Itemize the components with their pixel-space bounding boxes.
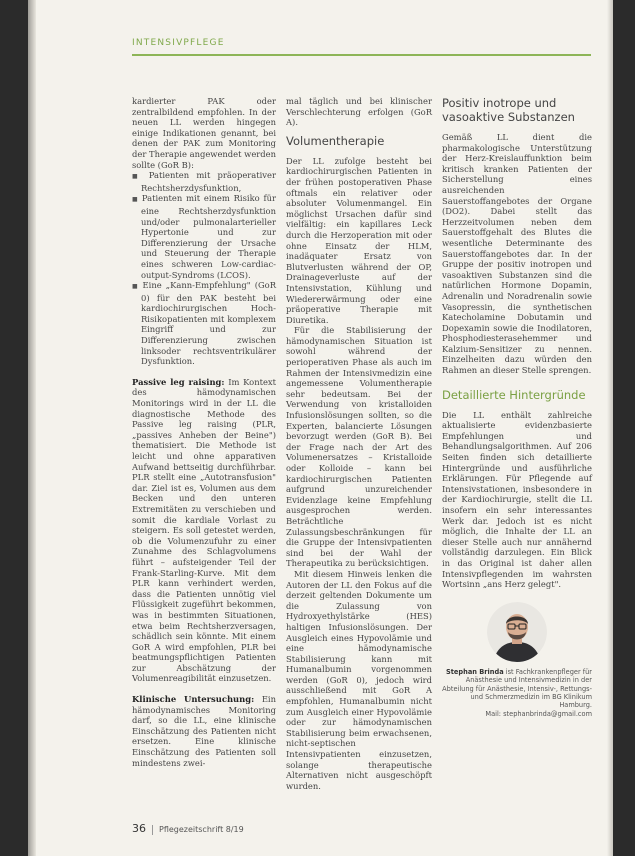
paragraph: Die LL enthält zahlreiche aktualisierte evidenzbasierte Empfehlungen und Behandlungsalgorithmen. Auf 206 Seiten finden sich detaillierte Hintergründe und ausführliche Erklärungen. Für Pflegende auf Intensivstationen, insbesondere in der Kardiochirurgie, stellt die LL insofern ein sehr interessantes Werk dar. Jedoch ist es nicht möglich, die Inhalte der LL an dieser Stelle auch nur annähernd vollständig darzulegen. Ein Blick in das Original ist daher allen Intensivpflegenden im wahrsten Wortsinn „ans Herz gelegt". — [442, 409, 592, 590]
passive-leg-raising-paragraph — [132, 377, 276, 684]
paragraph: Mit diesem Hinweis lenken die Autoren der LL den Fokus auf die derzeit geltenden Dokumente um die Zulassung von Hydroxyethylstärke (HES) haltigen Infusionslösungen. Der Ausgleich eines Hypovolämie und eine hämodynamische Stabilisierung kann mit Humanalbumin vorgenommen werden (GoR 0), jedoch wird ausschließend mit GoR A empfohlen, Humanalbumin nicht zum Ausgleich einer Hypovolämie oder zur hämodynamischen Stabilisierung beim erwachsenen, nicht-septischen Intensivpatienten einzusetzen, solange therapeutische Alternativen nicht ausgeschöpft wurden. — [286, 568, 432, 791]
page-number: 36 — [132, 822, 146, 835]
run-in-heading: Passive leg raising: — [132, 376, 225, 387]
col1-intro: kardierter PAK oder zentralbildend empfohlen. In der neuen LL werden hingegen einige Indikationen genannt, bei denen der PAK zum Monitoring der Therapie angewendet werden sollte (GoR B): — [132, 96, 276, 170]
section-heading-volumentherapie: Volumentherapie — [286, 133, 385, 148]
page-spine-shadow — [28, 0, 36, 856]
bullet-item: ■ Patienten mit präoperativer Rechtsherzdysfunktion, — [132, 170, 276, 193]
page-edge-shadow — [607, 0, 613, 856]
author-info — [442, 668, 592, 718]
column-2 — [286, 96, 432, 791]
run-in-heading: Klinische Untersuchung: — [132, 694, 255, 705]
author-avatar — [487, 602, 547, 662]
magazine-issue: Pflegezeitschrift 8/19 — [159, 825, 244, 834]
bullet-item: ■ Eine „Kann-Empfehlung" (GoR 0) für den PAK besteht bei kardiochirurgischen Hoch-Risikopatienten mit komplexem Eingriff und zur Differenzierung zwischen linksoder rechtsventrikulärer Dysfunktion. — [132, 280, 276, 367]
column-3 — [442, 96, 592, 718]
klinische-untersuchung-paragraph — [132, 694, 276, 768]
col2-intro: mal täglich und bei klinischer Verschlechterung erfolgen (GoR A). — [286, 96, 432, 128]
column-1 — [132, 96, 276, 768]
paragraph-text: Im Kontext des hämodynamischen Monitorings wird in der LL die diagnostische Methode des Passive leg raising (PLR, „passives Anheben der Beine") thematisiert. Die Methode ist leicht und ohne apparativen Aufwand bettseitig durchführbar. PLR stellt eine „Autotransfusion" dar. Ziel ist es, Volumen aus dem Becken und den unteren Extremitäten zu verschieben und somit die kardiale Vorlast zu steigern. Es soll getestet werden, ob die Volumenzufuhr zu einer Zunahme des Schlagvolumens führt – aufsteigender Teil der Frank-Starling-Kurve. Mit dem PLR kann verhindert werden, dass die Patienten unnötig viel Flüssigkeit zugeführt bekommen, was in bestimmten Situationen, etwa beim Rechtsherzversagen, schädlich sein könnte. Mit einem GoR A wird empfohlen, PLR bei beatmungspflichtigen Patienten zur Abschätzung der Volumenreagibilität einzusetzen. — [132, 376, 276, 684]
author-box — [442, 602, 592, 718]
section-heading-hintergruende: Detaillierte Hintergründe — [442, 387, 586, 402]
author-role: ist Fachkrankenpfleger für Anästhesie und Intensivmedizin in der Abteilung für Anästhesie, Intensiv-, Rettungs- und Schmerzmedizin im BG Klinikum Hamburg. — [442, 667, 592, 710]
section-heading-inotrope: Positiv inotrope und vasoaktive Substanzen — [442, 96, 575, 124]
author-portrait-icon — [487, 602, 547, 662]
section-header: INTENSIVPFLEGE — [132, 38, 225, 48]
page-footer — [132, 822, 244, 835]
magazine-page — [28, 0, 613, 856]
paragraph: Der LL zufolge besteht bei kardiochirurgischen Patienten in der frühen postoperativen Phase oftmals ein relativer oder absoluter Volumenmangel. Ein möglichst Ursachen dafür sind vielfältig: ein kapillares Leck durch die Herzoperation mit oder ohne Einsatz der HLM, inadäquater Ersatz von Blutverlusten während der OP, Drainageverluste auf der Intensivstation, Kühlung und Wiedererwärmung oder eine präoperative Therapie mit Diuretika. — [286, 155, 432, 325]
header-rule — [132, 54, 591, 56]
paragraph: Für die Stabilisierung der hämodynamischen Situation ist sowohl während der perioperativen Phase als auch im Rahmen der Intensivmedizin eine angemessene Volumentherapie sehr bedeutsam. Bei der Verwendung von kristalloiden Infusionslösungen sollten, so die Experten, balancierte Lösungen bevorzugt werden (GoR B). Bei der Frage nach der Art des Volumenersatzes – Kristalloide oder Kolloide – kann bei kardiochirurgischen Patienten aufgrund unzureichender Evidenzlage keine Empfehlung ausgesprochen werden. Beträchtliche Zulassungsbeschränkungen für die Gruppe der Intensivpatienten sind bei der Wahl der Therapeutika zu berücksichtigen. — [286, 325, 432, 569]
paragraph: Gemäß LL dient die pharmakologische Unterstützung der Herz-Kreislauffunktion beim kritisch kranken Patienten der Sicherstellung eines ausreichenden Sauerstoffangebotes der Organe (DO2). Dabei stellt das Herzzeitvolumen neben dem Sauerstoffgehalt des Blutes die wesentliche Determinante des Sauerstoffangebotes dar. In der Gruppe der positiv inotropen und vasoaktiven Substanzen sind die natürlichen Hormone Dopamin, Adrenalin und Noradrenalin sowie Vasopressin, die synthetischen Katecholamine Dobutamin und Dopexamin sowie die Inodilatoren, Phosphodiesterasehemmer und Kalzium-Sensitizer zu nennen. Einzelheiten dazu würden den Rahmen an dieser Stelle sprengen. — [442, 132, 592, 376]
author-name: Stephan Brinda — [446, 667, 504, 676]
paragraph-text: Ein hämodynamisches Monitoring darf, so die LL, eine klinische Einschätzung des Patienten nicht ersetzen. Eine klinische Einschätzung des Patienten soll mindestens zwei- — [132, 694, 276, 768]
footer-divider — [152, 825, 153, 835]
author-email: Mail: stephanbrinda@gmail.com — [485, 709, 592, 718]
bullet-item: ■ Patienten mit einem Risiko für eine Rechtsherzdysfunktion und/oder pulmonalarterieller Hypertonie und zur Differenzierung der Ursache und Steuerung der Therapie eines schweren Low-cardiac-output-Syndroms (LCOS). — [132, 193, 276, 280]
